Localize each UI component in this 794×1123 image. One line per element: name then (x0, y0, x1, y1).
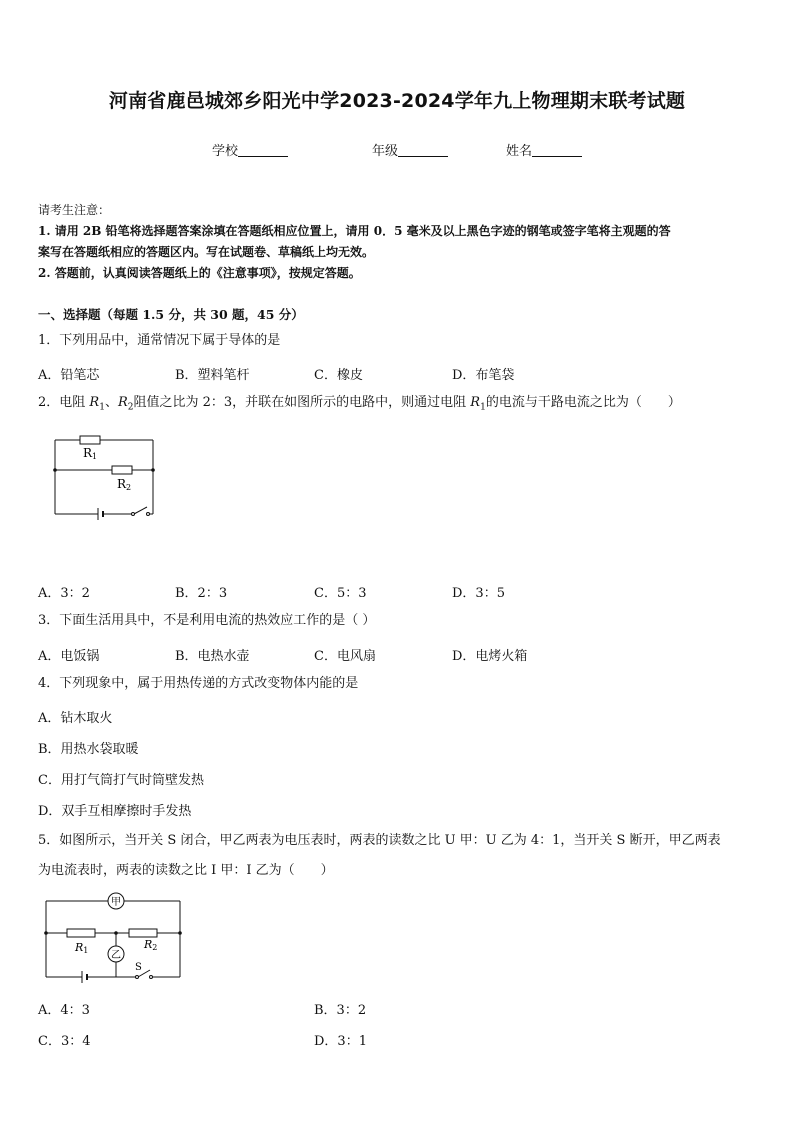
question-5-stem-line-2: 为电流表时，两表的读数之比 I 甲：I 乙为（ ） (38, 863, 334, 878)
notice-line-2: 2. 答题前，认真阅读答题纸上的《注意事项》，按规定答题。 (38, 266, 361, 280)
q2-fig-label-r2: R2 (117, 477, 132, 492)
q2-resistor-r2 (112, 466, 132, 474)
q1-option-d: D．布笔袋 (452, 368, 515, 383)
exam-title: 河南省鹿邑城郊乡阳光中学2023-2024学年九上物理期末联考试题 (108, 90, 686, 112)
question-5-stem-line-1: 5．如图所示，当开关 S 闭合，甲乙两表为电压表时，两表的读数之比 U 甲：U 乙为 4：1，当开关 S 断开，甲乙两表 (38, 833, 721, 848)
q2-option-d: D．3：5 (452, 586, 505, 601)
q3-option-d: D．电烤火箱 (452, 649, 528, 664)
q5-option-c: C．3：4 (38, 1034, 91, 1049)
notice-line-1a: 1. 请用 2B 铅笔将选择题答案涂填在答题纸相应位置上，请用 0．5 毫米及以上黑色字迹的钢笔或签字笔将主观题的答 (38, 224, 671, 238)
q5-option-a: A．4：3 (38, 1003, 90, 1018)
q2-resistor-r1 (80, 436, 100, 444)
q2-fig-label-r1: R1 (83, 446, 98, 461)
name-field (506, 140, 582, 159)
q4-option-b: B．用热水袋取暖 (38, 742, 139, 757)
q2-switch (134, 507, 147, 514)
q2-r1-sub: 1 (99, 402, 105, 413)
q3-option-a: A．电饭锅 (38, 649, 100, 664)
q2-r1: R (89, 395, 100, 410)
q5-resistor-r2 (129, 929, 157, 937)
q5-resistor-r1 (67, 929, 95, 937)
question-2-stem (38, 388, 758, 423)
notice-line-1b: 案写在答题纸相应的答题区内。写在试题卷、草稿纸上均无效。 (38, 245, 375, 259)
grade-label: 年级 (372, 144, 399, 159)
school-field (212, 140, 288, 159)
q1-option-a: A．铅笔芯 (38, 368, 100, 383)
q4-option-d: D．双手互相摩擦时手发热 (38, 804, 192, 819)
name-label: 姓名 (506, 144, 533, 159)
q2-stem-mid: 阻值之比为 2：3，并联在如图所示的电路中，则通过电阻 (133, 395, 471, 410)
q2-r2-sub: 2 (127, 402, 134, 413)
q2-r1-again: R (470, 395, 481, 410)
grade-blank[interactable] (398, 142, 448, 157)
question-4-stem: 4．下列现象中，属于用热传递的方式改变物体内能的是 (38, 676, 359, 691)
school-label: 学校 (212, 144, 239, 159)
q2-stem-post: 的电流与干路电流之比为（ ） (485, 395, 681, 410)
q3-option-b: B．电热水壶 (175, 649, 250, 664)
name-blank[interactable] (532, 142, 582, 157)
notice-heading: 请考生注意： (38, 203, 111, 217)
q5-meter-yi-label: 乙 (111, 950, 121, 961)
q5-meter-jia-label: 甲 (111, 897, 121, 908)
q2-option-b: B．2：3 (175, 586, 228, 601)
question-3-stem: 3．下面生活用具中，不是利用电流的热效应工作的是（ ） (38, 613, 376, 628)
q1-option-b: B．塑料笔杆 (175, 368, 250, 383)
q5-fig-label-r1: R1 (75, 941, 89, 955)
q2-option-c: C．5：3 (314, 586, 367, 601)
school-blank[interactable] (238, 142, 288, 157)
q5-circuit-diagram (38, 890, 188, 986)
q5-option-b: B．3：2 (314, 1003, 367, 1018)
q5-fig-label-s: S (135, 962, 142, 973)
q2-stem-pre: 2．电阻 (38, 395, 90, 410)
q2-r2: R (117, 395, 128, 410)
question-1-stem: 1．下列用品中，通常情况下属于导体的是 (38, 333, 281, 348)
q4-option-a: A．钻木取火 (38, 711, 113, 726)
q1-option-c: C．橡皮 (314, 368, 363, 383)
q3-option-c: C．电风扇 (314, 649, 376, 664)
q2-sep: 、 (104, 395, 118, 410)
notice-block (38, 200, 760, 284)
section-heading: 一、选择题（每题 1.5 分，共 30 题，45 分） (38, 307, 304, 322)
q2-circuit-diagram (44, 432, 164, 524)
grade-field (372, 140, 448, 159)
q2-r1-sub-again: 1 (480, 402, 486, 413)
q5-option-d: D．3：1 (314, 1034, 367, 1049)
q5-fig-label-r2: R2 (144, 938, 158, 952)
q2-option-a: A．3：2 (38, 586, 90, 601)
q4-option-c: C．用打气筒打气时筒壁发热 (38, 773, 204, 788)
